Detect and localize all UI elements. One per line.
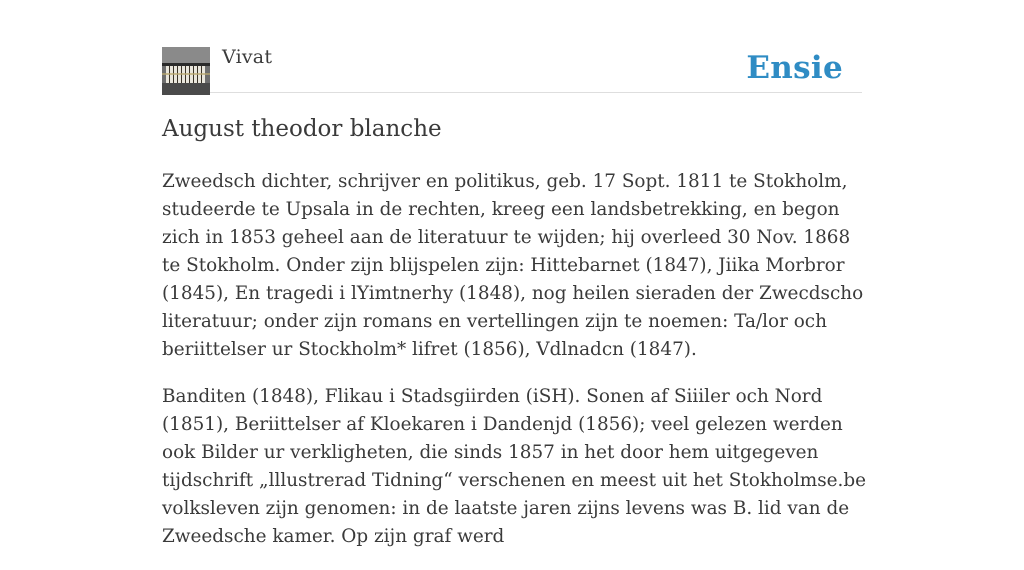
paragraph: Zweedsch dichter, schrijver en politikus, geb. 17 Sopt. 1811 te Stokholm, studeerde te Upsala in de rechten, kreeg een landsbetrekking, en begon zich in 1853 geheel aan de literatuur te wijden; hij overleed 30 Nov. 1868 te Stokholm. Onder zijn blijspelen zijn: Hittebarnet (1847), Jiika Morbror (1845), En tragedi i lYimtnerhy (1848), nog heilen sieraden der Zwecdscho literatuur; onder zijn romans en vertellingen zijn te noemen: Ta/lor och beriittelser ur Stockholm* lifret (1856), Vdlnadcn (1847). xyxy=(162,171,864,360)
brand-logo[interactable]: Ensie xyxy=(746,50,843,86)
bookshelf-avatar-icon xyxy=(162,47,210,95)
author-avatar[interactable] xyxy=(162,47,210,95)
article-body xyxy=(162,168,868,570)
article-title: August theodor blanche xyxy=(162,116,442,142)
paragraph: Banditen (1848), Flikau i Stadsgiirden (iSH). Sonen af Siiiler och Nord (1851), Beriittelser af Kloekaren i Dandenjd (1856); veel gelezen werden ook Bilder ur verkligheten, die sinds 1857 in het door hem uitgegeven tijdschrift „lllustrerad Tidning“ verschenen en meest uit het Stokholmse.be volksleven zijn genomen: in de laatste jaren zijns levens was B. lid van de Zweedsche kamer. Op zijn graf werd xyxy=(162,386,867,547)
article-page xyxy=(162,0,867,547)
site-header xyxy=(162,0,862,93)
author-name[interactable]: Vivat xyxy=(222,46,273,68)
